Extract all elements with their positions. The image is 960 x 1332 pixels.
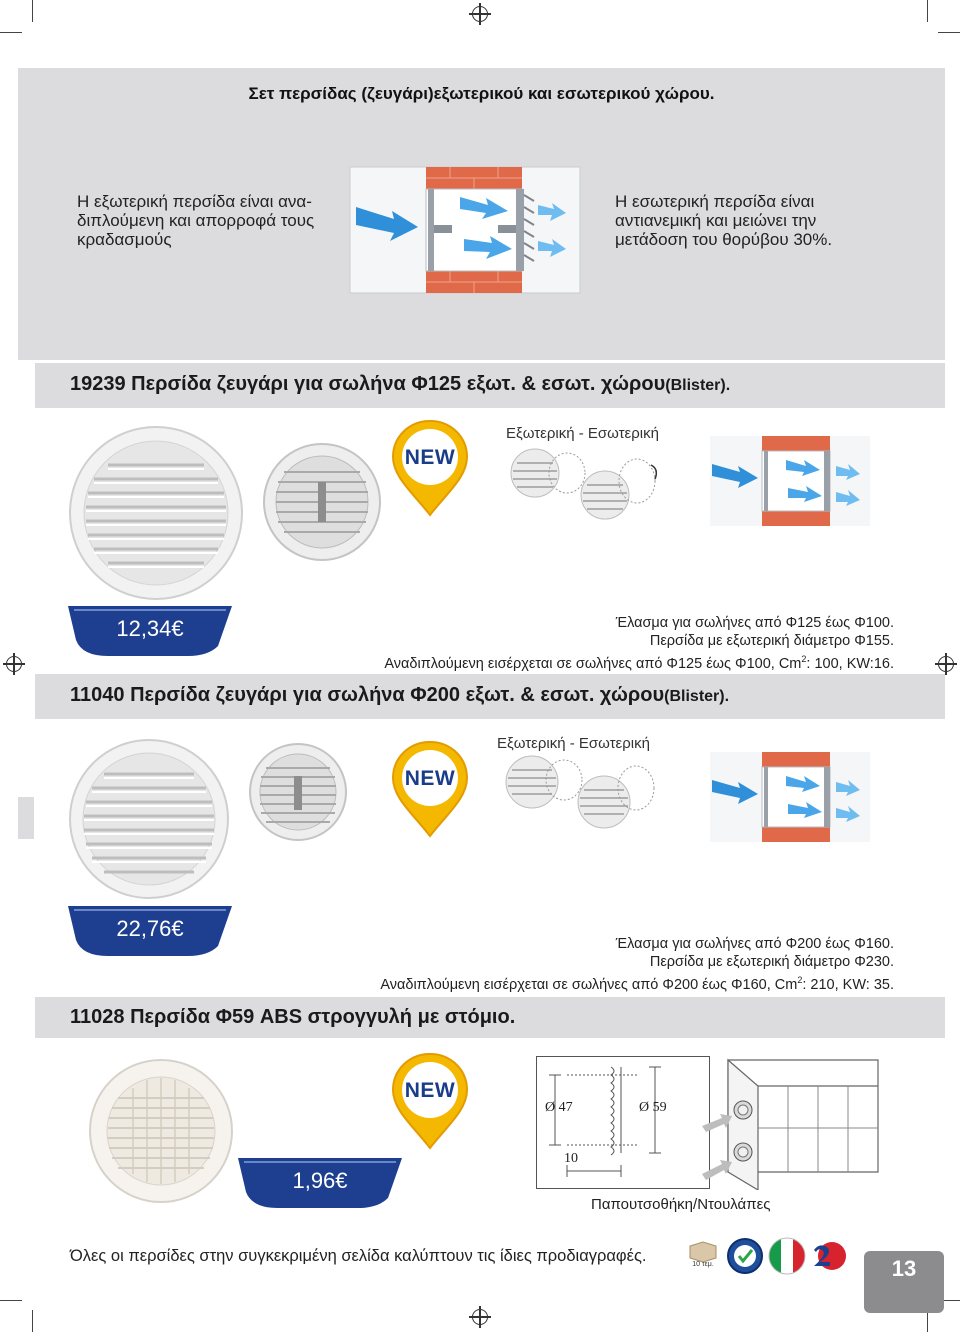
inner-vent-description: Η εσωτερική περσίδα είναι αντιανεμική και μειώνει την μετάδοση του θορύβου 30%. [615,192,833,249]
intro-title: Σετ περσίδας (ζευγάρι)εξωτερικού και εσωτερικού χώρου. [248,84,715,103]
price-tag: 12,34€ [68,606,232,658]
product-title: 11028 Περσίδα Φ59 ABS στρογγυλή με στόμιο. [70,1006,516,1028]
registration-mark-icon [472,6,488,22]
airflow-diagram [710,436,870,526]
inner-vent-image [248,742,348,842]
registration-mark-icon [6,656,22,672]
page-number-badge [864,1251,944,1313]
dimension-drawing [536,1056,710,1189]
side-tab [18,797,34,839]
footer-note: Όλες οι περσίδες στην συγκεκριμένη σελίδα καλύπτουν τις ίδιες προδιαγραφές. [70,1247,647,1265]
product-specs: Έλασμα για σωλήνες από Φ200 έως Φ160. Περσίδα με εξωτερική διάμετρο Φ230. Αναδιπλούμενη εισέρχεται σε σωλήνες από Φ200 έως Φ160, Cm$^2$: 210, KW: 35. [380,936,894,993]
quality-seal-icon [726,1237,764,1275]
crop-mark [32,0,33,22]
product-title: 19239 Περσίδα ζευγάρι για σωλήνα Φ125 εξωτ. & εσωτ. χώρου(Blister). [70,373,731,395]
variant-label: Εξωτερική - Εσωτερική [497,735,650,752]
dimension-drawing-lines [537,1057,708,1187]
vent-pair-image [500,752,665,836]
crop-mark [32,1310,33,1332]
outer-diameter-label: Ø 59 [639,1100,667,1115]
cabinet-illustration [698,1056,882,1190]
inner-diameter-label: Ø 47 [545,1100,573,1115]
price-tag: 1,96€ [238,1158,402,1210]
new-badge: NEW [391,1052,469,1150]
crop-mark [938,32,960,33]
crop-mark [927,1310,928,1332]
outer-vent-description: Η εξωτερική περσίδα είναι ανα- διπλούμενη και απορροφά τους κραδασμούς [77,192,315,249]
crop-mark [927,0,928,22]
inner-vent-image [262,442,382,562]
round-vent-image [88,1058,234,1204]
usage-caption: Παπουτσοθήκη/Ντουλάπες [591,1196,771,1213]
airflow-diagram [710,752,870,842]
registration-mark-icon [472,1309,488,1325]
outer-vent-image [68,425,244,601]
new-badge: NEW [391,419,469,517]
pack-quantity-badge: 10 τεμ. [686,1240,720,1272]
package-icon [686,1240,720,1262]
vent-pair-image [505,445,665,525]
product-title: 11040 Περσίδα ζευγάρι για σωλήνα Φ200 εξωτ. & εσωτ. χώρου(Blister). [70,684,730,706]
product-specs: Έλασμα για σωλήνες από Φ125 έως Φ100. Περσίδα με εξωτερική διάμετρο Φ155. Αναδιπλούμενη εισέρχεται σε σωλήνες από Φ125 έως Φ100, Cm$^2$: 100, KW:16. [384,615,894,672]
brand-logo-icon [810,1240,848,1272]
depth-label: 10 [564,1151,578,1166]
airflow-diagram [348,165,582,295]
outer-vent-image [68,738,230,900]
crop-mark [0,1300,22,1301]
new-badge: NEW [391,740,469,838]
italy-flag-icon [768,1237,806,1275]
registration-mark-icon [938,656,954,672]
variant-label: Εξωτερική - Εσωτερική [506,425,659,442]
page-number: 13 [891,1256,917,1281]
price-tag: 22,76€ [68,906,232,958]
crop-mark [0,32,22,33]
